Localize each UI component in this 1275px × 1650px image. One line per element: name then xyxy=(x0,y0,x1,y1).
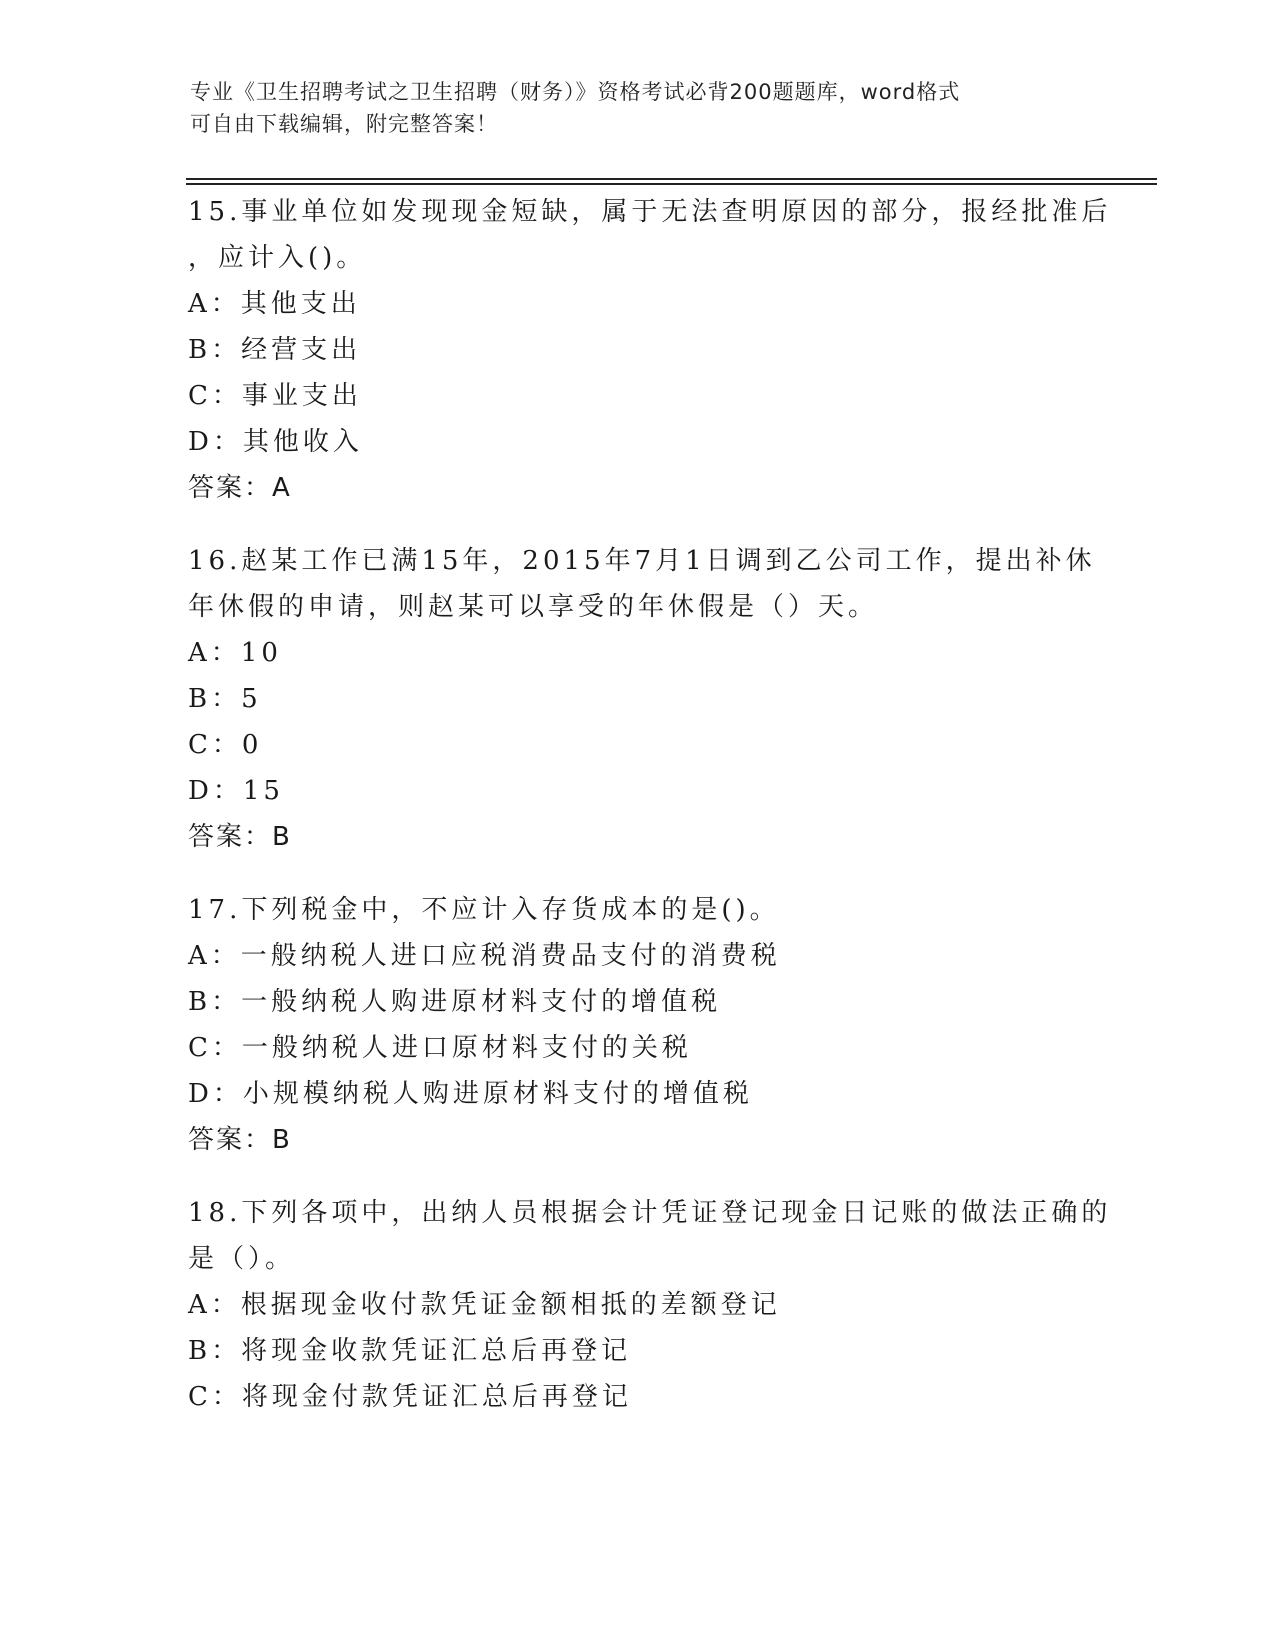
question-stem-line: 是（）。 xyxy=(188,1244,296,1274)
question-16 xyxy=(188,538,1096,860)
option-d: D：15 xyxy=(188,776,284,806)
option-c: C：将现金付款凭证汇总后再登记 xyxy=(188,1382,632,1412)
question-stem-line: 年休假的申请，则赵某可以享受的年休假是（）天。 xyxy=(188,592,879,622)
option-b: B：将现金收款凭证汇总后再登记 xyxy=(188,1336,632,1366)
header-line-1: 专业《卫生招聘考试之卫生招聘（财务）》资格考试必背200题题库，word格式 xyxy=(190,80,961,104)
answer-label: 答案：B xyxy=(188,1125,292,1155)
answer-label: 答案：B xyxy=(188,822,292,852)
header-rule-bottom xyxy=(186,183,1157,185)
option-b: B：5 xyxy=(188,684,262,714)
option-b: B：经营支出 xyxy=(188,335,362,365)
answer-label: 答案：A xyxy=(188,473,292,503)
option-d: D：其他收入 xyxy=(188,427,363,457)
option-c: C：一般纳税人进口原材料支付的关税 xyxy=(188,1033,692,1063)
option-a: A：其他支出 xyxy=(188,289,361,319)
question-stem-line: 17.下列税金中，不应计入存货成本的是()。 xyxy=(188,895,780,925)
option-d: D：小规模纳税人购进原材料支付的增值税 xyxy=(188,1079,753,1109)
option-a: A：根据现金收付款凭证金额相抵的差额登记 xyxy=(188,1290,781,1320)
question-15 xyxy=(188,189,1112,511)
question-list xyxy=(188,189,1112,1447)
question-stem-line: 15.事业单位如发现现金短缺，属于无法查明原因的部分，报经批准后 xyxy=(188,197,1112,227)
question-stem-line: 16.赵某工作已满15年，2015年7月1日调到乙公司工作，提出补休 xyxy=(188,546,1096,576)
header-line-2: 可自由下载编辑，附完整答案！ xyxy=(190,112,498,136)
option-c: C：0 xyxy=(188,730,263,760)
option-c: C：事业支出 xyxy=(188,381,362,411)
question-stem-line: ，应计入()。 xyxy=(188,243,367,273)
header-rule-top xyxy=(186,178,1157,180)
option-a: A：10 xyxy=(188,638,282,668)
question-17 xyxy=(188,887,1088,1163)
question-stem-line: 18.下列各项中，出纳人员根据会计凭证登记现金日记账的做法正确的 xyxy=(188,1198,1112,1228)
question-18 xyxy=(188,1190,1112,1420)
option-a: A：一般纳税人进口应税消费品支付的消费税 xyxy=(188,941,781,971)
document-header xyxy=(190,76,1090,140)
option-b: B：一般纳税人购进原材料支付的增值税 xyxy=(188,987,722,1017)
